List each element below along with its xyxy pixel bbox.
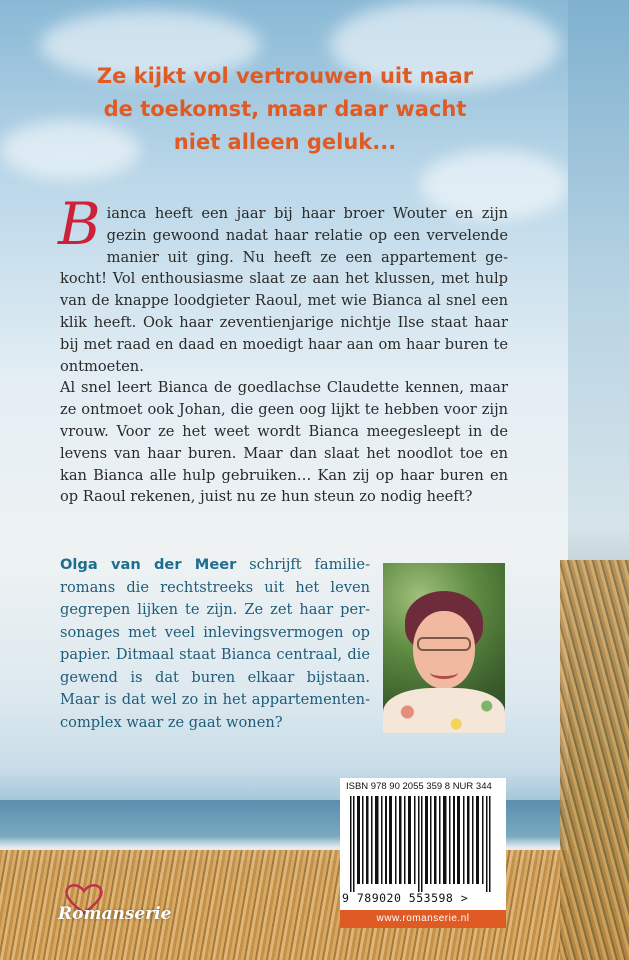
- blurb-paragraph: [58, 190, 508, 377]
- blurb-paragraph: Al snel leert Bianca de goedlachse Claudette kennen, maar ze ontmoet ook Johan, die geen oog lijkt te hebben voor zijn vrouw. Voor ze het weet wordt Bianca meegesleept in de levens van haar buren. Maar dan slaat het noodlot toe en kan Bianca alle hulp gebruiken… Kan zij op haar buren en op Raoul rekenen, juist nu ze hun steun zo nodig heeft?: [60, 379, 508, 506]
- dune-grass-right: [560, 560, 629, 960]
- author-name: Olga van der Meer: [60, 556, 237, 573]
- barcode-panel: [340, 778, 506, 928]
- tagline-line: Ze kijkt vol vertrouwen uit naar: [96, 64, 474, 88]
- logo-text: Romanserie: [58, 904, 172, 924]
- blurb-paragraph-1-text: ianca heeft een jaar bij haar broer Wouter en zijn gezin gewoond nadat haar relatie op een vervelende manier uit ging. Nu heeft ze een appartement gekocht! Vol enthousiasme slaat ze aan het klussen, met hulp van de knappe loodgieter Raoul, met wie Bianca al snel een klik heeft. Ook haar zeventienjarige nichtje Ilse staat haar bij met raad en daad en moedigt haar aan om haar buren te ontmoeten.: [60, 205, 508, 375]
- author-bio: [60, 554, 370, 734]
- blurb-text: [58, 190, 508, 508]
- barcode-icon: [348, 796, 498, 892]
- tagline-line: niet alleen geluk...: [173, 130, 397, 154]
- dropcap-letter: B: [58, 190, 101, 258]
- author-bio-text: schrijft familieromans die rechtstreeks uit het leven gegrepen lijken te zijn. Ze zet haar personages met veel inlevingsvermogen op papier. Ditmaal staat Bianca centraal, die gewend is dat buren elkaar bijstaan. Maar is dat wel zo in het appartementencomplex waar ze gaat wonen?: [60, 556, 370, 731]
- tagline-line: de toekomst, maar daar wacht: [103, 97, 467, 121]
- tagline: [60, 60, 510, 159]
- isbn-label: ISBN 978 90 2055 359 8 NUR 344: [346, 781, 492, 792]
- barcode-digits: 9 789020 553598 >: [342, 891, 469, 905]
- publisher-logo: [58, 882, 198, 932]
- publisher-url: www.romanserie.nl: [340, 910, 506, 928]
- author-photo: [383, 563, 505, 733]
